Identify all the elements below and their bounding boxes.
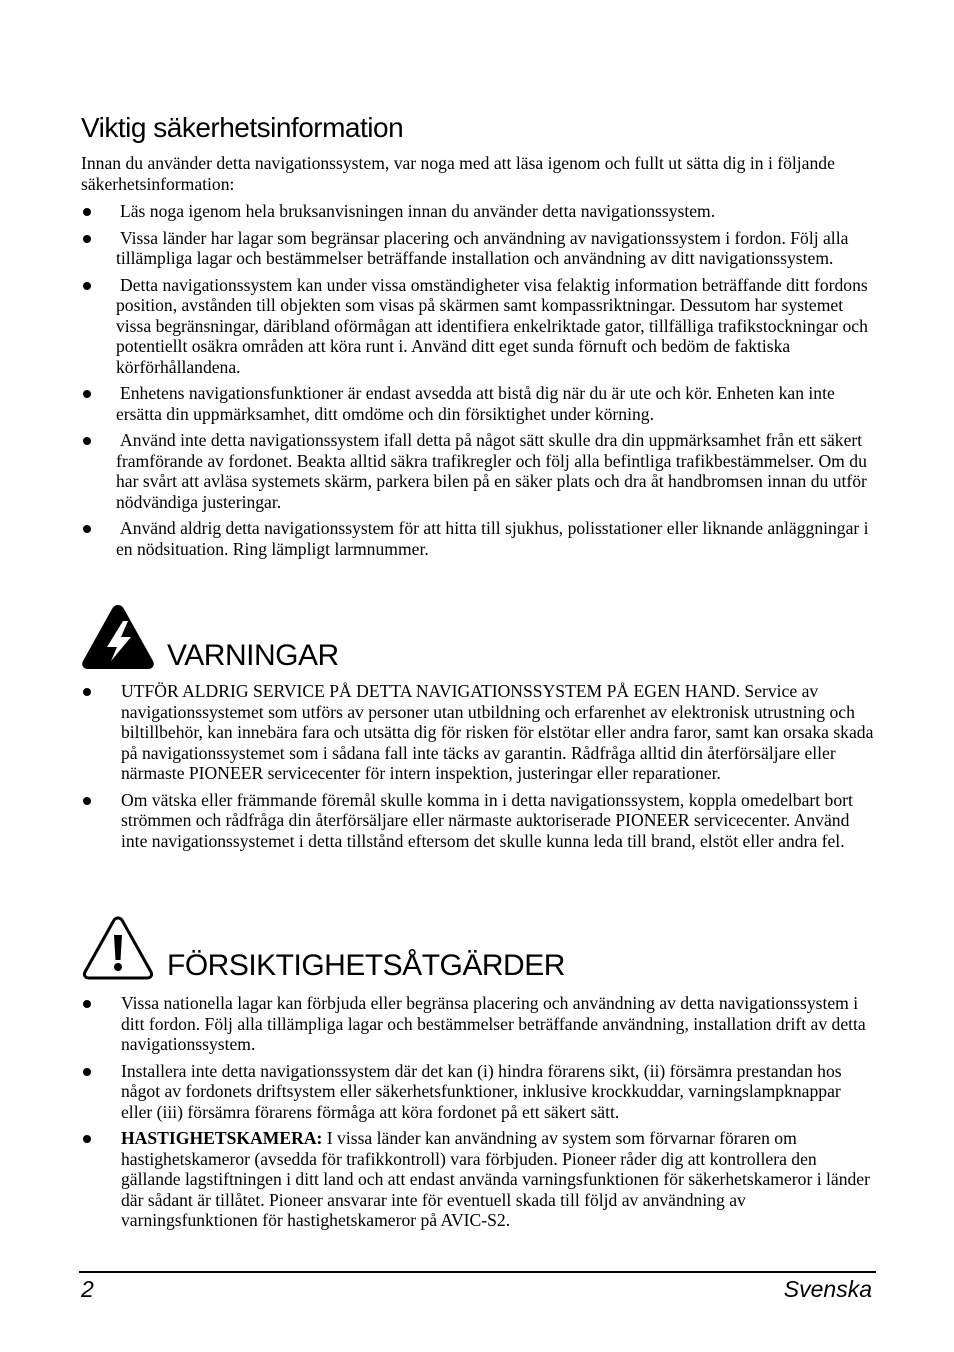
precautions-header bbox=[81, 913, 565, 981]
list-item: Använd aldrig detta navigationssystem för att hitta till sjukhus, polisstationer eller liknande anläggningar i en nödsituation. Ring lämpligt larmnummer. bbox=[81, 518, 876, 559]
bullet-icon bbox=[83, 525, 91, 533]
bullet-icon bbox=[83, 235, 91, 243]
page-number: 2 bbox=[81, 1276, 94, 1302]
exclamation-caution-icon bbox=[81, 913, 155, 981]
warnings-header bbox=[81, 603, 339, 671]
speedcam-label: HASTIGHETSKAMERA: bbox=[121, 1128, 323, 1148]
page-heading: Viktig säkerhetsinformation bbox=[81, 112, 404, 143]
warnings-title: VARNINGAR bbox=[167, 639, 339, 672]
speedcam-text: I vissa länder kan användning av system som förvarnar föraren om hastighetskameror (avsedda för trafikkontroll) vara förbjuden. Pioneer råder dig att kontrollera den gällande lagstiftningen i ditt land och att endast använda varningsfunktionen för säkerhetskameror i länder där sådant är tillåtet. Pioneer ansvarar inte för eventuell skada till följd av användning av varningsfunktionen för hastighetskameror på AVIC-S2. bbox=[121, 1128, 870, 1230]
footer-language: Svenska bbox=[783, 1276, 872, 1302]
bullet-icon bbox=[83, 437, 91, 445]
list-item bbox=[81, 1128, 876, 1231]
list-item: Enhetens navigationsfunktioner är endast avsedda att bistå dig när du är ute och kör. Enheten kan inte ersätta din uppmärksamhet, ditt omdöme och din försiktighet under körning. bbox=[81, 383, 876, 424]
bullet-icon bbox=[83, 688, 91, 696]
bullet-icon bbox=[83, 797, 91, 805]
bullet-icon bbox=[83, 1000, 91, 1008]
bullet-icon bbox=[83, 390, 91, 398]
footer-divider bbox=[79, 1271, 876, 1273]
warnings-list bbox=[81, 681, 876, 851]
intro-paragraph: Innan du använder detta navigationssystem, var noga med att läsa igenom och fullt ut sätta dig in i följande säkerhetsinformation: bbox=[81, 153, 835, 194]
list-item: Installera inte detta navigationssystem där det kan (i) hindra förarens sikt, (ii) försämra prestandan hos något av fordonets driftsystem eller säkerhetsfunktioner, inklusive krockkuddar, varningslampknappar eller (iii) försämra förarens förmåga att köra fordonet på ett säkert sätt. bbox=[81, 1061, 876, 1123]
bullet-icon bbox=[83, 1068, 91, 1076]
bullet-icon bbox=[83, 208, 91, 216]
list-item: Vissa nationella lagar kan förbjuda eller begränsa placering och användning av detta navigationssystem i ditt fordon. Följ alla tillämpliga lagar och bestämmelser beträffande användning, installation drift av detta navigationssystem. bbox=[81, 993, 876, 1055]
list-item: Läs noga igenom hela bruksanvisningen innan du använder detta navigationssystem. bbox=[81, 201, 876, 222]
precautions-title: FÖRSIKTIGHETSÅTGÄRDER bbox=[167, 949, 565, 982]
bullet-icon bbox=[83, 282, 91, 290]
list-item: Vissa länder har lagar som begränsar placering och användning av navigationssystem i fordon. Följ alla tillämpliga lagar och bestämmelser beträffande installation och användning av ditt navigationssystem. bbox=[81, 228, 876, 269]
bullet-icon bbox=[83, 1135, 91, 1143]
safety-list bbox=[81, 201, 876, 559]
precautions-list bbox=[81, 993, 876, 1231]
list-item: Använd inte detta navigationssystem ifall detta på något sätt skulle dra din uppmärksamhet från ett säkert framförande av fordonet. Beakta alltid säkra trafikregler och följ alla befintliga trafikbestämmelser. Om du har svårt att avläsa systemets skärm, parkera bilen på en säker plats och dra åt handbromsen innan du utför nödvändiga justeringar. bbox=[81, 430, 876, 512]
high-voltage-warning-icon bbox=[81, 603, 155, 671]
list-item: UTFÖR ALDRIG SERVICE PÅ DETTA NAVIGATIONSSYSTEM PÅ EGEN HAND. Service av navigationssystemet som utförs av personer utan utbildning och erfarenhet av elektronisk utrustning och biltillbehör, kan innebära fara och utsätta dig för risken för elstötar eller andra faror, samt kan orsaka skada på navigationssystemet som i sådana fall inte täcks av garantin. Rådfråga alltid din återförsäljare eller närmaste PIONEER servicecenter för intern inspektion, justeringar eller reparationer. bbox=[81, 681, 876, 784]
list-item: Detta navigationssystem kan under vissa omständigheter visa felaktig information beträffande ditt fordons position, avstånden till objekten som visas på skärmen samt kompassriktningar. Dessutom har systemet vissa begränsningar, däribland oförmågan att identifiera enkelriktade gator, tillfälliga trafikstockningar och potentiellt osäkra områden att köra runt i. Använd ditt eget sunda förnuft och bedöm de faktiska körförhållandena. bbox=[81, 275, 876, 378]
list-item: Om vätska eller främmande föremål skulle komma in i detta navigationssystem, koppla omedelbart bort strömmen och rådfråga din återförsäljare eller närmaste auktoriserade PIONEER servicecenter. Använd inte navigationssystemet i detta tillstånd eftersom det skulle kunna leda till brand, elstöt eller andra fel. bbox=[81, 790, 876, 852]
